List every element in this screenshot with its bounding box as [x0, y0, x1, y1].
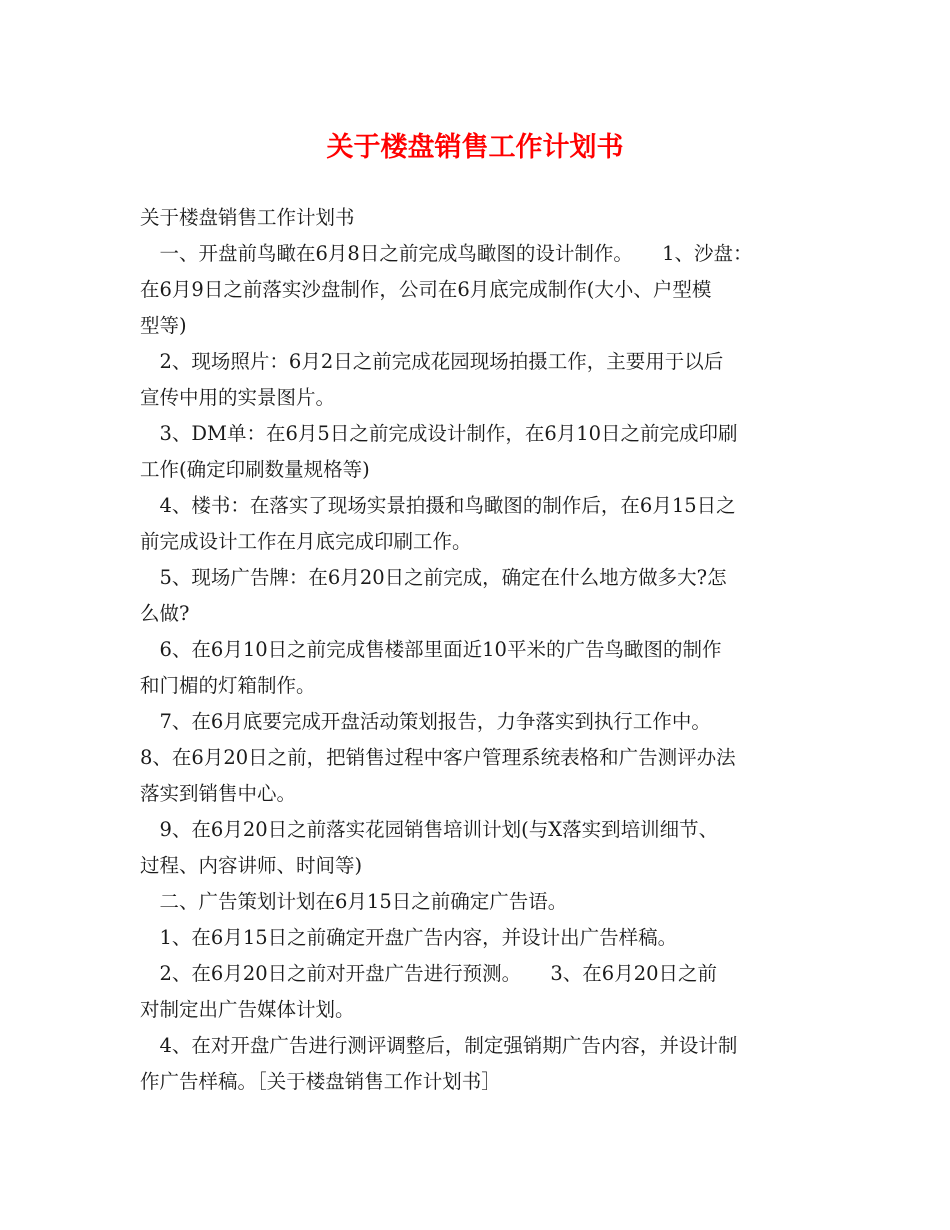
body-line: 2、在6月20日之前对开盘广告进行预测。 3、在6月20日之前: [140, 962, 718, 985]
body-line: 宣传中用的实景图片。: [140, 386, 336, 409]
body-line: 和门楣的灯箱制作。: [140, 674, 316, 697]
body-line: 7、在6月底要完成开盘活动策划报告，力争落实到执行工作中。: [140, 710, 711, 733]
body-line: 3、DM单：在6月5日之前完成设计制作，在6月10日之前完成印刷: [140, 422, 738, 445]
body-line: 落实到销售中心。: [140, 782, 297, 805]
body-line: 一、开盘前鸟瞰在6月8日之前完成鸟瞰图的设计制作。 1、沙盘：: [140, 242, 753, 265]
document-body: [140, 200, 815, 1100]
body-line: 型等): [140, 314, 187, 337]
body-line: 4、在对开盘广告进行测评调整后，制定强销期广告内容，并设计制: [140, 1034, 738, 1057]
body-line: 1、在6月15日之前确定开盘广告内容，并设计出广告样稿。: [140, 926, 678, 949]
body-line: 对制定出广告媒体计划。: [140, 998, 355, 1021]
body-line: 作广告样稿。［关于楼盘销售工作计划书］: [140, 1070, 501, 1093]
body-line: 8、在6月20日之前，把销售过程中客户管理系统表格和广告测评办法: [140, 746, 736, 769]
body-line: 6、在6月10日之前完成售楼部里面近10平米的广告鸟瞰图的制作: [140, 638, 722, 661]
body-line: 4、楼书：在落实了现场实景拍摄和鸟瞰图的制作后，在6月15日之: [140, 494, 736, 517]
body-line: 前完成设计工作在月底完成印刷工作。: [140, 530, 472, 553]
body-line: 5、现场广告牌：在6月20日之前完成，确定在什么地方做多大?怎: [140, 566, 727, 589]
body-line: 9、在6月20日之前落实花园销售培训计划(与X落实到培训细节、: [140, 818, 719, 841]
body-line: 过程、内容讲师、时间等): [140, 854, 363, 877]
document-title: 关于楼盘销售工作计划书: [326, 132, 624, 163]
body-line: 关于楼盘销售工作计划书: [140, 206, 355, 229]
body-line: 在6月9日之前落实沙盘制作，公司在6月底完成制作(大小、户型模: [140, 278, 712, 301]
body-line: 2、现场照片：6月2日之前完成花园现场拍摄工作，主要用于以后: [140, 350, 724, 373]
body-line: 二、广告策划计划在6月15日之前确定广告语。: [140, 890, 568, 913]
body-line: 工作(确定印刷数量规格等): [140, 458, 370, 481]
body-line: 么做?: [140, 602, 190, 625]
